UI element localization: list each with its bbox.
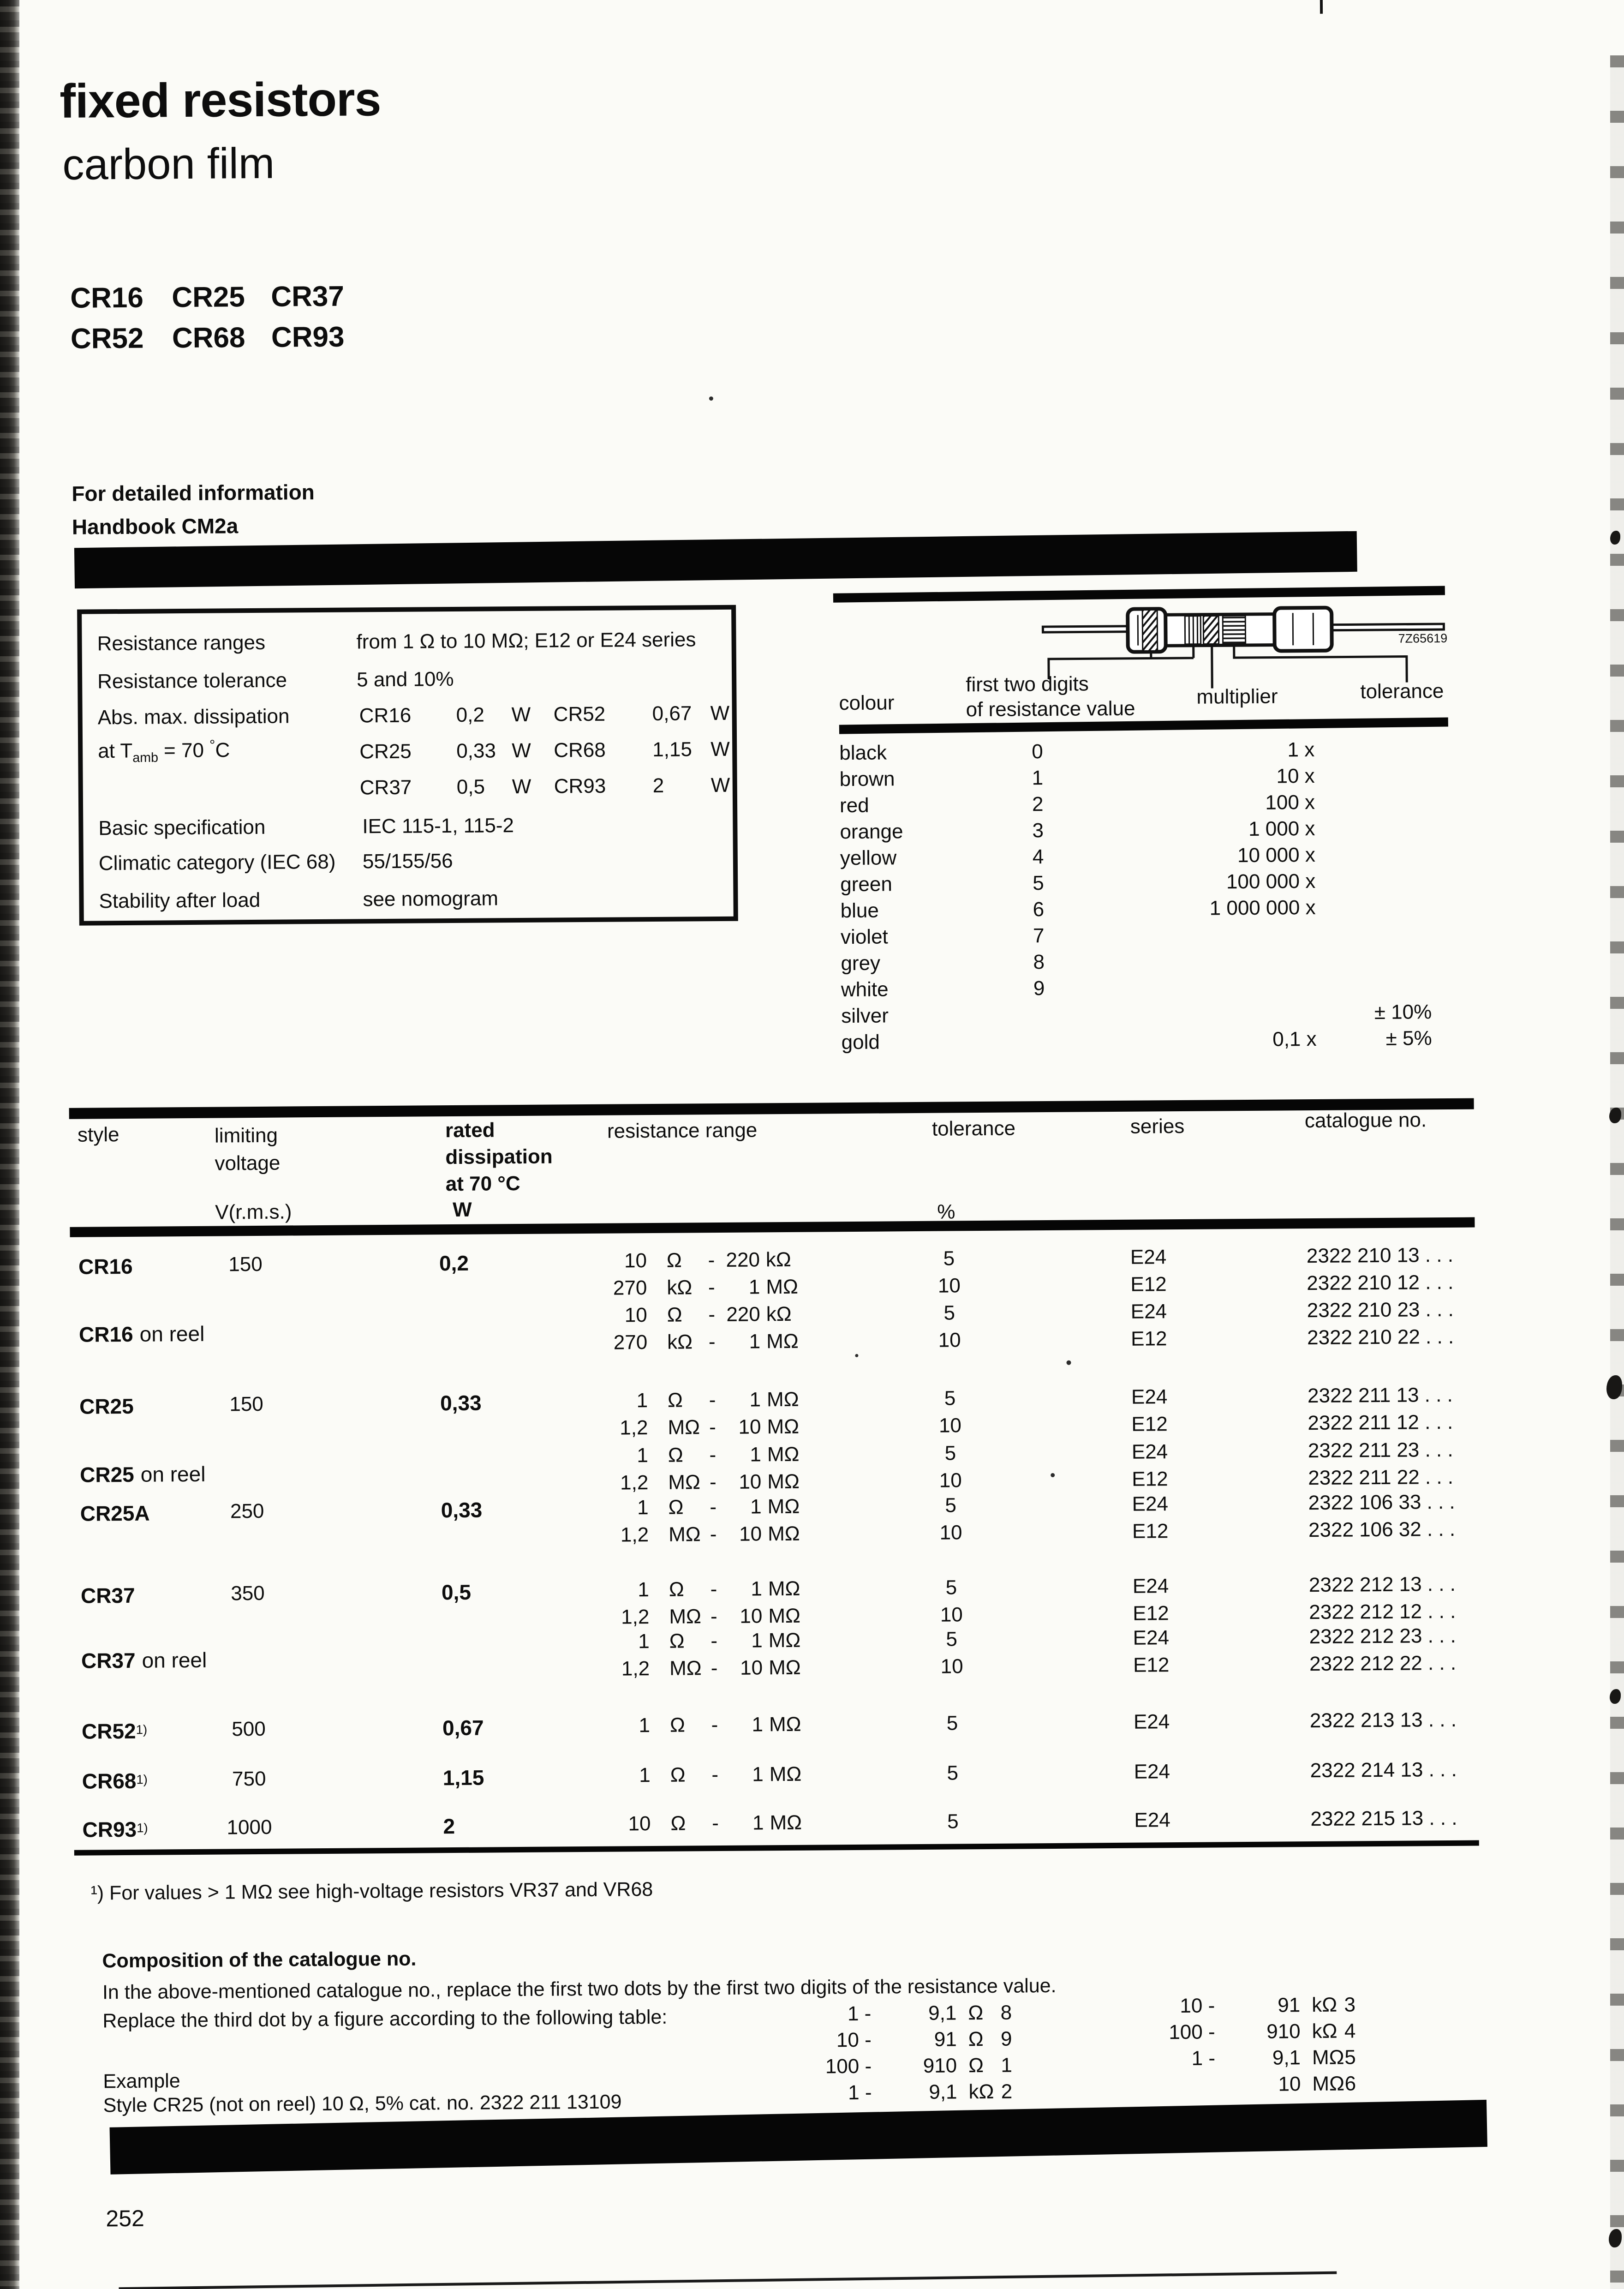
spec-label-climatic: Climatic category (IEC 68) — [98, 850, 336, 875]
header-range: resistance range — [607, 1119, 758, 1143]
header-at-70: at 70 °C — [445, 1172, 520, 1196]
footnote: ¹) For values > 1 MΩ see high-voltage resistors VR37 and VR68 — [90, 1878, 653, 1905]
spec-label-tamb: at $T_{amb} = 70$ °C — [98, 737, 230, 766]
replacement-table-col2 — [1132, 1993, 1391, 2100]
model-cr93: CR93 — [271, 321, 345, 354]
info-line-2: Handbook CM2a — [72, 514, 239, 539]
replacement-row: 10 - 91 Ω 9 — [836, 2027, 1012, 2052]
colour-header-digits-2: of resistance value — [966, 697, 1135, 721]
dissipation-rows — [83, 701, 730, 815]
resistor-figure — [1034, 586, 1543, 695]
table-group-cr16-reel: CR16 on reel 10 Ω - 220 kΩ 5 E24 2322 210 23 . . . 270 kΩ - 1 MΩ 10 E12 2322 210 22 . . . — [71, 1298, 1524, 1363]
band-multiplier — [1203, 616, 1218, 644]
colour-table-rows — [839, 737, 1547, 1057]
dissipation-row: CR16 0,2 W CR52 0,67 W — [359, 701, 730, 727]
table-row: 1 Ω - 1 MΩ 5 E24 2322 211 23 . . . — [637, 1438, 1453, 1467]
colour-header-multiplier: multiplier — [1196, 685, 1278, 708]
table-group-cr37-reel: CR37 on reel 1 Ω - 1 MΩ 5 E24 2322 212 23 . . . 1,2 MΩ - 10 MΩ 10 E12 2322 212 22 . . . — [73, 1624, 1527, 1690]
spec-label-stability: Stability after load — [99, 888, 261, 913]
colour-table-header-rule — [839, 717, 1448, 734]
table-row: 1,2 MΩ - 10 MΩ 10 E12 2322 212 12 . . . — [621, 1600, 1456, 1629]
header-style: style — [77, 1123, 119, 1146]
figure-code: 7Z65619 — [1398, 631, 1448, 646]
scan-artifact-dot — [855, 1354, 858, 1357]
example-label: Example — [103, 2070, 180, 2093]
bottom-edge-line — [119, 2271, 1337, 2289]
figure-pointer-lines — [1049, 645, 1407, 689]
spec-value-stability: see nomogram — [363, 887, 499, 911]
table-group-cr25-reel: CR25 on reel 1 Ω - 1 MΩ 5 E24 2322 211 23 . . . 1,2 MΩ - 10 MΩ 10 E12 2322 211 22 . . . — [72, 1438, 1525, 1504]
page-subtitle: carbon film — [62, 138, 275, 189]
table-row: 1 Ω - 1 MΩ 5 E24 2322 211 13 . . . — [636, 1383, 1453, 1412]
spec-box — [77, 605, 738, 926]
table-group-cr16: CR16 150 0,2 10 Ω - 220 kΩ 5 E24 2322 210 13 . . . 270 kΩ - 1 MΩ 10 E12 2322 210 12 . . . — [70, 1243, 1524, 1309]
scan-artifact-tick — [1320, 0, 1323, 14]
spec-label-dissipation: Abs. max. dissipation — [97, 705, 290, 729]
colour-table-row: yellow 4 10 000 x — [840, 843, 1316, 870]
band-first-digit — [1142, 610, 1158, 651]
colour-table-row: green 5 100 000 x — [840, 869, 1316, 896]
section-divider-bar-top — [74, 531, 1357, 588]
header-voltage: voltage — [215, 1151, 281, 1175]
scan-artifact-dot — [1066, 1360, 1071, 1365]
header-w-unit: W — [453, 1198, 472, 1222]
scan-binding-edge — [0, 0, 19, 2289]
table-row: 10 Ω - 1 MΩ 5 E24 2322 215 13 . . . — [628, 1806, 1457, 1835]
page-number: 252 — [106, 2205, 145, 2232]
info-line-1: For detailed information — [72, 480, 315, 506]
table-group-cr68: CR68$^{1)}$ 750 1,15 1 Ω - 1 MΩ 5 E24 2322 214 13 . . . — [74, 1758, 1527, 1796]
table-row: 1 Ω - 1 MΩ 5 E24 2322 212 23 . . . — [638, 1624, 1456, 1653]
example-text: Style CR25 (not on reel) 10 Ω, 5% cat. no. 2322 211 13109 — [103, 2091, 622, 2117]
colour-header-digits-1: first two digits — [966, 672, 1089, 696]
header-tolerance: tolerance — [931, 1117, 1016, 1140]
header-series: series — [1130, 1115, 1185, 1138]
table-row: 270 kΩ - 1 MΩ 10 E12 2322 210 12 . . . — [613, 1270, 1454, 1300]
scan-artifact-dot — [709, 396, 713, 401]
composition-line-2: Replace the third dot by a figure according to the following table: — [102, 2006, 668, 2032]
colour-table-row: black 0 1 x — [839, 738, 1315, 765]
table-row: 1 Ω - 1 MΩ 5 E24 2322 213 13 . . . — [639, 1708, 1457, 1737]
table-row: 270 kΩ - 1 MΩ 10 E12 2322 210 22 . . . — [613, 1325, 1454, 1354]
table-row: 1 Ω - 1 MΩ 5 E24 2322 106 33 . . . — [637, 1490, 1455, 1519]
replacement-row: 100 - 910 kΩ 4 — [1169, 2019, 1356, 2044]
dissipation-row: CR25 0,33 W CR68 1,15 W — [359, 737, 730, 763]
replacement-row: 10 MΩ 6 — [1278, 2072, 1356, 2096]
dissipation-row: CR37 0,5 W CR93 2 W — [359, 773, 730, 799]
spec-value-climatic: 55/155/56 — [362, 850, 453, 873]
header-limiting: limiting — [214, 1124, 278, 1147]
spec-value-tolerance: 5 and 10% — [356, 667, 454, 691]
replacement-row: 10 - 91 kΩ 3 — [1180, 1993, 1356, 2018]
model-cr16: CR16 — [70, 282, 144, 314]
header-tol-unit: % — [937, 1200, 955, 1223]
colour-table-row: silver ± 10% — [841, 1001, 1432, 1028]
replacement-row: 1 - 9,1 MΩ 5 — [1191, 2046, 1356, 2070]
spec-value-resistance-ranges: from 1 Ω to 10 MΩ; E12 or E24 series — [356, 628, 696, 653]
table-group-cr25a: CR25A 250 0,33 1 Ω - 1 MΩ 5 E24 2322 106 33 . . . 1,2 MΩ - 10 MΩ 10 E12 2322 106 32 . . . — [72, 1490, 1526, 1556]
table-group-cr25: CR25 150 0,33 1 Ω - 1 MΩ 5 E24 2322 211 13 . . . 1,2 MΩ - 10 MΩ 10 E12 2322 211 12 . . . — [71, 1383, 1525, 1449]
colour-table-row: white 9 — [841, 977, 1045, 1001]
page-title: fixed resistors — [59, 72, 381, 128]
scan-artifact-dot — [1051, 1473, 1055, 1477]
colour-table-row: brown 1 10 x — [839, 764, 1315, 791]
replacement-table-col1 — [788, 2001, 1047, 2108]
table-row: 1,2 MΩ - 10 MΩ 10 E12 2322 106 32 . . . — [620, 1517, 1456, 1546]
table-row: 1,2 MΩ - 10 MΩ 10 E12 2322 212 22 . . . — [621, 1651, 1457, 1680]
composition-line-1: In the above-mentioned catalogue no., replace the first two dots by the first two digits of the resistance value. — [102, 1974, 1057, 2004]
table-row: 1 Ω - 1 MΩ 5 E24 2322 214 13 . . . — [639, 1758, 1457, 1787]
spec-label-resistance-ranges: Resistance ranges — [97, 631, 266, 655]
table-group-cr37: CR37 350 0,5 1 Ω - 1 MΩ 5 E24 2322 212 13 . . . 1,2 MΩ - 10 MΩ 10 E12 2322 212 12 . . . — [72, 1572, 1526, 1638]
model-cr68: CR68 — [172, 322, 245, 354]
colour-header-colour: colour — [839, 691, 895, 715]
header-dissipation: dissipation — [445, 1145, 553, 1169]
table-row: 1,2 MΩ - 10 MΩ 10 E12 2322 211 12 . . . — [620, 1410, 1453, 1439]
colour-table-row: grey 8 — [841, 951, 1045, 975]
colour-table-row: violet 7 — [840, 924, 1045, 949]
replacement-row: 1 - 9,1 kΩ 2 — [848, 2080, 1013, 2104]
main-table-top-rule — [69, 1098, 1474, 1119]
replacement-row: 1 - 9,1 Ω 8 — [847, 2001, 1012, 2025]
table-row: 1,2 MΩ - 10 MΩ 10 E12 2322 211 22 . . . — [620, 1465, 1454, 1494]
colour-table-row: blue 6 1 000 000 x — [840, 896, 1316, 923]
colour-header-tolerance: tolerance — [1360, 679, 1444, 703]
colour-table-row: orange 3 1 000 x — [840, 817, 1315, 844]
header-catalogue: catalogue no. — [1304, 1109, 1427, 1133]
table-group-cr93: CR93$^{1)}$ 1000 2 10 Ω - 1 MΩ 5 E24 2322 215 13 . . . — [74, 1806, 1527, 1844]
model-cr52: CR52 — [70, 322, 144, 355]
colour-table-row: gold 0,1 x ± 5% — [841, 1027, 1432, 1054]
spec-label-tolerance: Resistance tolerance — [97, 669, 287, 693]
model-cr37: CR37 — [271, 280, 345, 313]
header-rated: rated — [445, 1119, 495, 1142]
replacement-row: 100 - 910 Ω 1 — [825, 2054, 1013, 2078]
colour-table-row: red 2 100 x — [839, 791, 1315, 817]
spec-value-basic: IEC 115-1, 115-2 — [362, 814, 514, 838]
spec-label-basic: Basic specification — [98, 815, 266, 840]
table-group-cr52: CR52$^{1)}$ 500 0,67 1 Ω - 1 MΩ 5 E24 2322 213 13 . . . — [73, 1708, 1527, 1746]
composition-heading: Composition of the catalogue no. — [102, 1947, 417, 1972]
band-second-digit — [1185, 616, 1200, 644]
table-row: 10 Ω - 220 kΩ 5 E24 2322 210 23 . . . — [624, 1298, 1454, 1327]
band-tolerance — [1223, 616, 1245, 644]
table-row: 1 Ω - 1 MΩ 5 E24 2322 212 13 . . . — [638, 1572, 1456, 1601]
header-v-unit: V(r.m.s.) — [215, 1200, 292, 1224]
model-cr25: CR25 — [172, 281, 245, 314]
table-row: 10 Ω - 220 kΩ 5 E24 2322 210 13 . . . — [624, 1243, 1454, 1272]
scan-right-edge — [1610, 55, 1624, 2289]
